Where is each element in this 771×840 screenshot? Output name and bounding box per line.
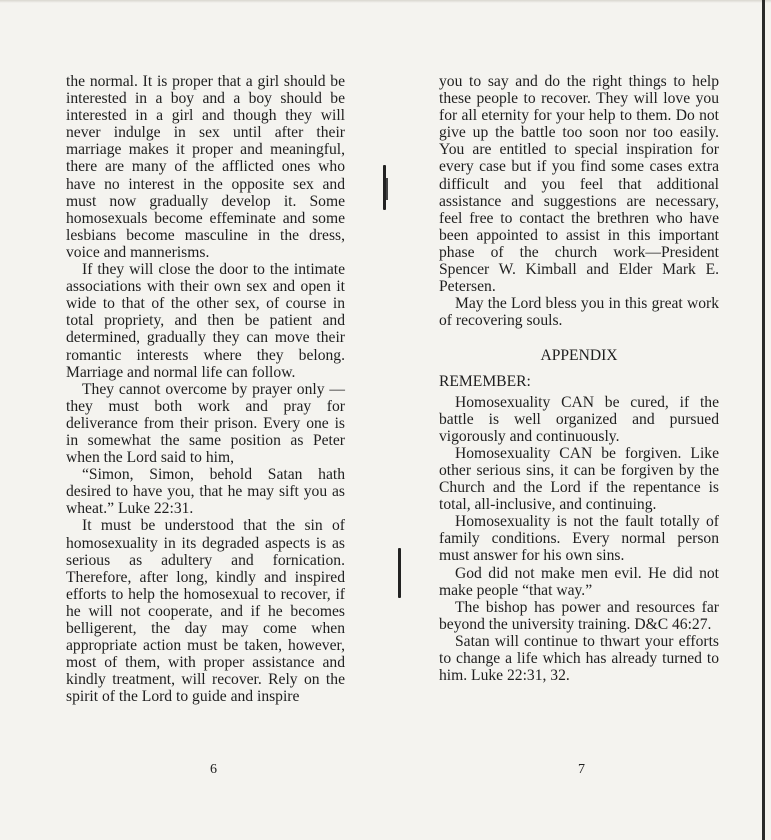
- right-page-column: [439, 73, 719, 684]
- appendix-paragraph: Homosexuality is not the fault totally of family conditions. Every normal person must answer for his own sins.: [439, 513, 719, 565]
- remember-label: REMEMBER:: [439, 372, 531, 390]
- appendix-paragraph: Satan will continue to thwart your efforts to change a life which has already turned to him. Luke 22:31, 32.: [439, 632, 719, 685]
- right-paragraph: you to say and do the right things to help these people to recover. They will love you for all eternity for your help to them. Do not give up the battle too soon nor too easily. You are entitled to special inspiration for every case but if you find some cases extra difficult and you feel that additional assistance and suggestions are necessary, feel free to contact the brethren who have been appointed to assist in this important phase of the church work—President Spencer W. Kimball and Elder Mark E. Petersen.: [439, 73, 719, 296]
- page-number-right: 7: [578, 762, 585, 777]
- page-top-edge: [0, 0, 771, 3]
- page-number-left: 6: [210, 762, 217, 777]
- appendix-paragraph: The bishop has power and resources far beyond the university training. D&C 46:27.: [439, 598, 719, 633]
- left-paragraph: If they will close the door to the intimate associations with their own sex and open it wide to that of the other sex, of course in total propriety, and then be patient and determined, gradually they can move their romantic interests where they belong. Marriage and normal life can follow.: [66, 261, 345, 381]
- binding-staple-bottom: [398, 548, 401, 598]
- page-right-edge: [762, 0, 765, 840]
- left-paragraph: They cannot overcome by prayer only —they must both work and pray for deliverance from their prison. Every one is in somewhat the same position as Peter when the Lord said to him,: [66, 380, 345, 467]
- left-page-column: [66, 73, 345, 705]
- right-paragraph: May the Lord bless you in this great work of recovering souls.: [439, 295, 719, 330]
- left-paragraph: It must be understood that the sin of homosexuality in its degraded aspects is as serious as adultery and fornication. Therefore, after long, kindly and inspired efforts to help the homosexual to recover, if he will not cooperate, and if he becomes belligerent, the day may come when appropriate action must be taken, however, most of them, with proper assistance and kindly treatment, will recover. Rely on the spirit of the Lord to guide and inspire: [66, 517, 345, 706]
- appendix-heading: APPENDIX: [540, 347, 618, 365]
- appendix-paragraph: Homosexuality CAN be forgiven. Like other serious sins, it can be forgiven by the Church and the Lord if the repentance is total, all-inclusive, and continuing.: [439, 444, 719, 514]
- appendix-paragraph: God did not make men evil. He did not make people “that way.”: [439, 564, 719, 599]
- left-paragraph: the normal. It is proper that a girl should be interested in a boy and a boy should be interested in a girl and though they will never indulge in sex until after their marriage makes it proper and meaningful, there are many of the afflicted ones who have no interest in the opposite sex and must now gradually develop it. Some homosexuals become effeminate and some lesbians become masculine in the dress, voice and mannerisms.: [66, 73, 345, 261]
- binding-staple-top-shadow: [386, 178, 388, 200]
- left-paragraph-quote: “Simon, Simon, behold Satan hath desired to have you, that he may sift you as wheat.” Luke 22:31.: [66, 466, 345, 518]
- appendix-paragraph: Homosexuality CAN be cured, if the battle is well organized and pursued vigorously and continuously.: [439, 393, 719, 445]
